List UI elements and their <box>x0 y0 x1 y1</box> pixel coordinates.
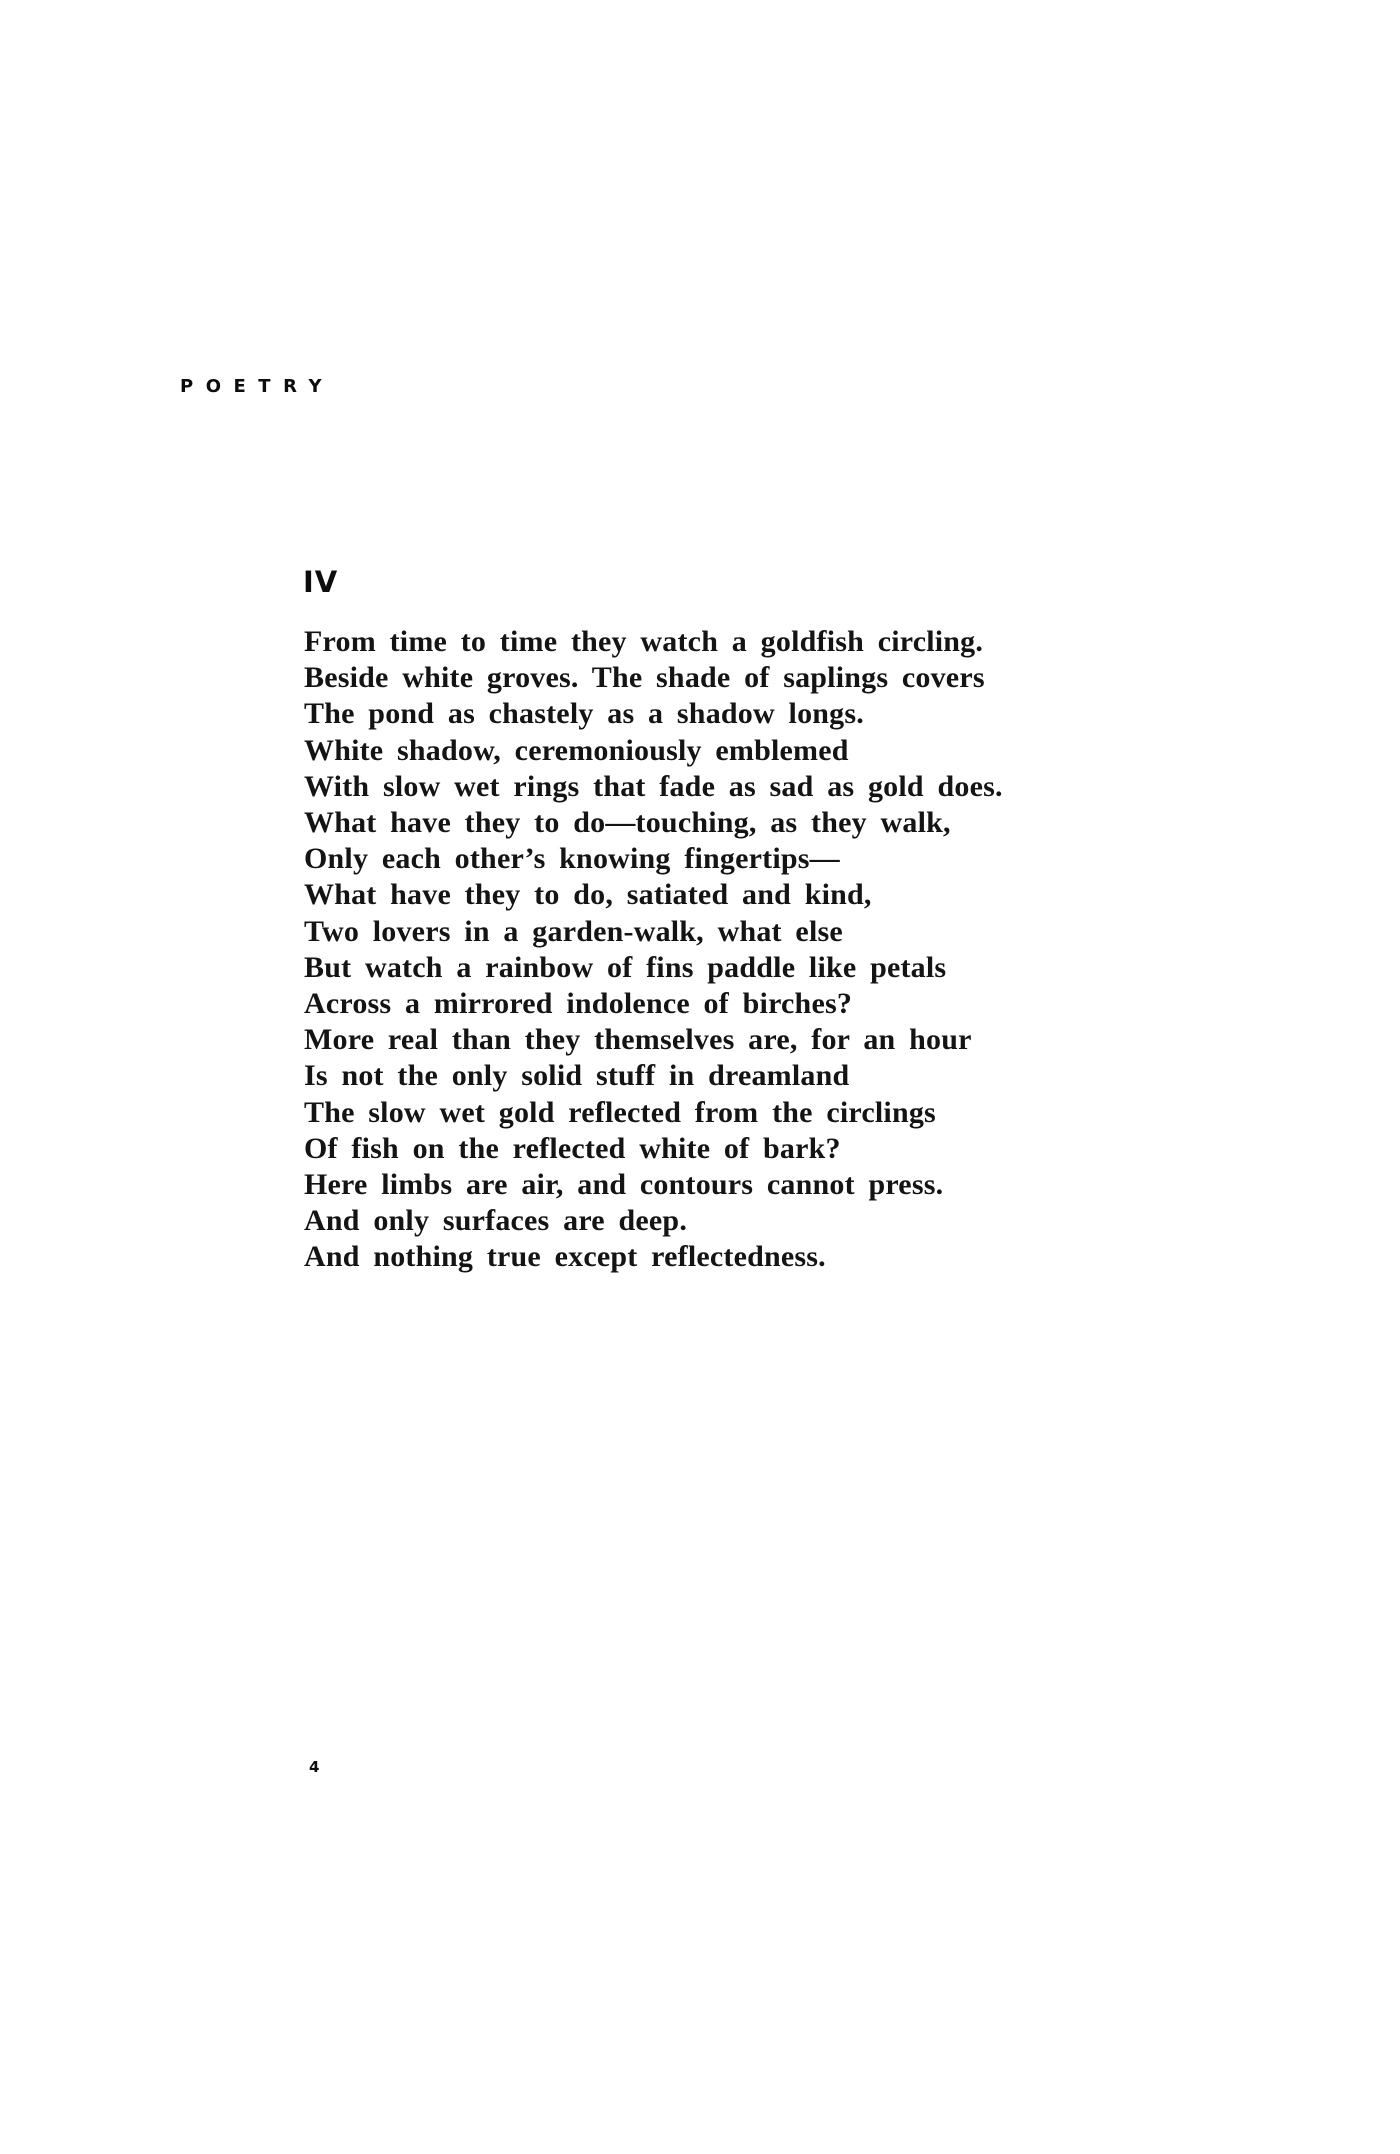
poem-line: And nothing true except reflectedness. <box>304 1240 826 1274</box>
page-number: 4 <box>309 1758 320 1776</box>
poem-line: More real than they themselves are, for an hour <box>304 1023 972 1057</box>
poem-line: And only surfaces are deep. <box>304 1204 688 1238</box>
poem-line: But watch a rainbow of fins paddle like petals <box>304 950 947 984</box>
section-numeral: IV <box>303 565 339 599</box>
poem-line: Of fish on the reflected white of bark? <box>304 1131 841 1165</box>
poem-line: What have they to do—touching, as they walk, <box>304 806 951 840</box>
poem-line: Across a mirrored indolence of birches? <box>304 987 853 1021</box>
poem-line: From time to time they watch a goldfish circling. <box>304 625 984 658</box>
poem-line: Here limbs are air, and contours cannot press. <box>304 1168 944 1202</box>
poem-body <box>304 624 1304 1276</box>
running-head: POETRY <box>180 376 334 397</box>
poem-line: Only each other’s knowing fingertips— <box>304 842 840 876</box>
poem-line: The slow wet gold reflected from the circlings <box>304 1095 936 1129</box>
poem-line: The pond as chastely as a shadow longs. <box>304 697 864 731</box>
poem-line: Is not the only solid stuff in dreamland <box>304 1059 850 1093</box>
poem-line: Beside white groves. The shade of saplings covers <box>304 661 985 695</box>
poem-line: With slow wet rings that fade as sad as gold does. <box>304 769 1003 803</box>
poem-line: Two lovers in a garden-walk, what else <box>304 914 843 948</box>
poem-line: What have they to do, satiated and kind, <box>304 878 872 912</box>
poem-line: White shadow, ceremoniously emblemed <box>304 733 849 767</box>
